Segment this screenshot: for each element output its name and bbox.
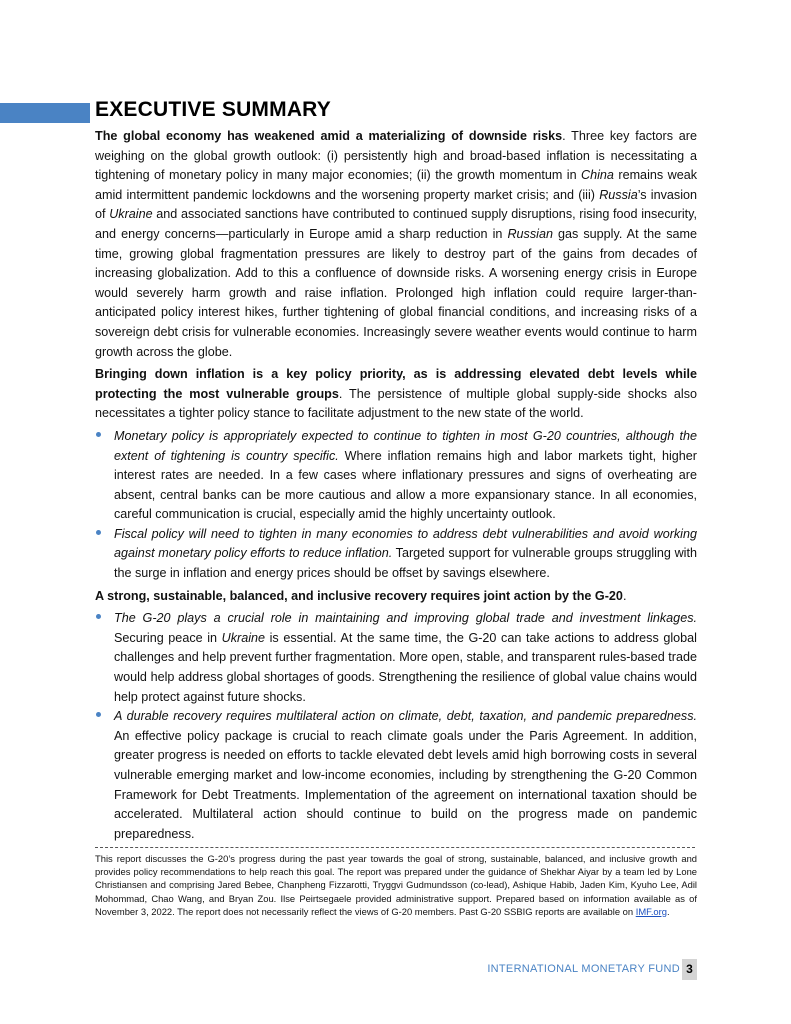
footer-organization: INTERNATIONAL MONETARY FUND: [487, 963, 680, 975]
bullet-dot-icon: [96, 614, 101, 619]
bullet-trade-linkages: The G-20 plays a crucial role in maintaining and improving global trade and investment linkages. Securing peace in Ukraine is essential. At the same time, the G-20 can take actions to address global challenges and help prevent further fragmentation. More open, stable, and transparent rules-based trade would help address global shortages of goods. Strengthening the resilience of global value chains would help protect against future shocks.: [95, 609, 697, 707]
main-content: [95, 127, 697, 847]
country-ukraine: Ukraine: [109, 207, 153, 222]
country-russia: Russia: [599, 187, 638, 202]
imf-link[interactable]: IMF.org: [635, 905, 667, 917]
paragraph-lead: The global economy has weakened amid a materializing of downside risks: [95, 129, 563, 143]
bullet-dot-icon: [96, 530, 101, 535]
adjective-russian: Russian: [507, 226, 553, 241]
bullet-multilateral-action: A durable recovery requires multilateral action on climate, debt, taxation, and pandemic preparedness. An effective policy package is crucial to reach climate goals under the Paris Agreement. In addition, greater progress is needed on efforts to tackle elevated debt levels amid high borrowing costs in several vulnerable emerging market and low-income economies, including by strengthening the G-20 Common Framework for Debt Treatments. Implementation of the agreement on international taxation should be accelerated. Multilateral action should continue to build on the progress made on pandemic preparedness.: [95, 707, 697, 844]
bullet-monetary-policy: Monetary policy is appropriately expected to continue to tighten in most G-20 countries, although the extent of tightening is country specific. Where inflation remains high and labor markets tight, higher interest rates are needed. In a few cases where inflationary pressures and signs of overheating are absent, central banks can be more cautious and allow a more expansionary stance. In all economies, careful communication is crucial, especially amid the highly uncertainty outlook.: [95, 427, 697, 525]
paragraph-inflation-priority: Bringing down inflation is a key policy priority, as is addressing elevated debt levels while protecting the most vulnerable groups. The persistence of multiple global supply-side shocks also necessitates a tighter policy stance to facilitate adjustment to the new state of the world.: [95, 367, 698, 421]
paragraph-lead: A strong, sustainable, balanced, and inclusive recovery requires joint action by the G-20: [95, 588, 623, 603]
country-china: China: [581, 168, 614, 183]
section-accent-bar: [0, 103, 90, 123]
page-number: 3: [682, 959, 697, 980]
paragraph-lead: Bringing down inflation is a key policy priority, as is addressing elevated debt levels while protecting the most vulnerable groups: [95, 367, 697, 401]
recovery-bullet-list: [95, 609, 697, 844]
page-title: EXECUTIVE SUMMARY: [95, 98, 331, 121]
paragraph-joint-action: A strong, sustainable, balanced, and inclusive recovery requires joint action by the G-20.: [95, 588, 627, 603]
policy-bullet-list: [95, 427, 697, 584]
bullet-dot-icon: [96, 432, 101, 437]
paragraph-global-economy: The global economy has weakened amid a materializing of downside risks. Three key factors are weighing on the global growth outlook: (i) persistently high and broad-based inflation is necessitating a tightening of monetary policy in many major economies; (ii) the growth momentum in China remains weak amid intermittent pandemic lockdowns and the worsening property market crisis; and (iii) Russia’s invasion of Ukraine and associated sanctions have contributed to continued supply disruptions, rising food insecurity, and energy concerns—particularly in Europe amid a sharp reduction in Russian gas supply. At the same time, growing global fragmentation pressures are likely to destroy part of the gains from decades of increasing globalization. Add to this a confluence of downside risks. A worsening energy crisis in Europe would severely harm growth and raise inflation. Prolonged high inflation could require larger-than-anticipated policy interest hikes, further tightening of global financial conditions, and increasing risks of a sovereign debt crisis for vulnerable economies. Increasingly severe weather events would continue to harm growth across the globe.: [95, 129, 697, 359]
bullet-fiscal-policy: Fiscal policy will need to tighten in many economies to address debt vulnerabilities and avoid working against monetary policy efforts to reduce inflation. Targeted support for vulnerable groups struggling with the surge in inflation and energy prices should be offset by savings elsewhere.: [95, 525, 697, 584]
bullet-dot-icon: [96, 712, 101, 717]
country-ukraine: Ukraine: [221, 630, 266, 645]
footnote: This report discusses the G-20’s progress during the past year towards the goal of strong, sustainable, balanced, and inclusive growth and provides policy recommendations to help reach this goal. The report was prepared under the guidance of Shekhar Aiyar by a team led by Lone Christiansen and comprising Jared Bebee, Chanpheng Fizzarotti, Tryggvi Gudmundsson (co-lead), Ashique Habib, Jaden Kim, Kyuho Lee, Adil Mohommad, Chao Wang, and Bryan Zou. Ilse Peirtsegaele provided administrative support. Prepared based on information available as of November 3, 2022. The report does not necessarily reflect the views of G-20 members. Past G-20 SSBIG reports are available on IMF.org.: [95, 853, 697, 917]
footnote-divider: [95, 847, 695, 848]
